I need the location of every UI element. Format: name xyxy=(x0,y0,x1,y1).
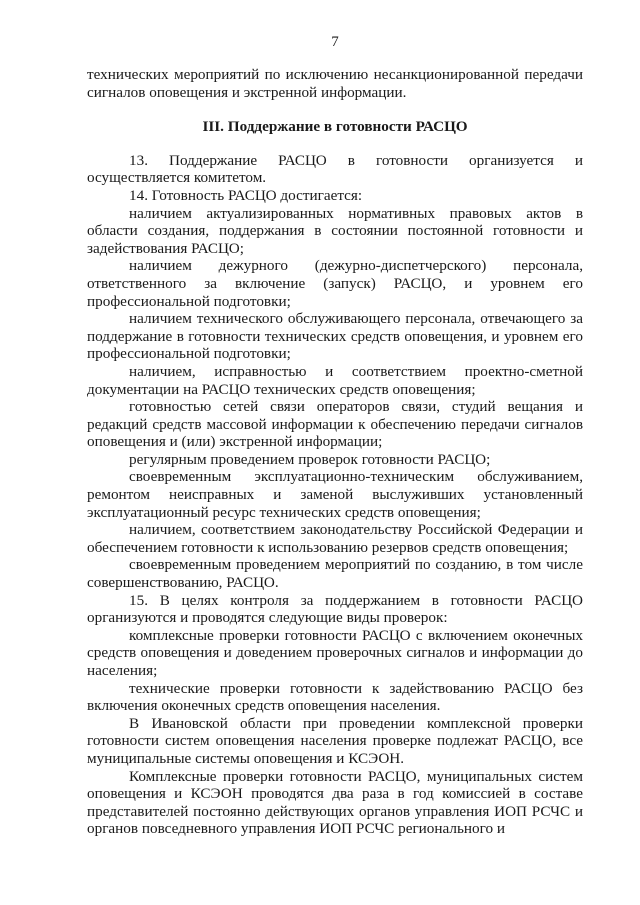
list-item: своевременным эксплуатационно-техническим обслуживанием, ремонтом неисправных и заменой выслуживших установленный эксплуатационный ресурс технических средств оповещения; xyxy=(87,468,583,521)
list-item: технические проверки готовности к задействованию РАСЦО без включения оконечных средств оповещения населения. xyxy=(87,679,583,715)
list-item: наличием технического обслуживающего персонала, отвечающего за поддержание в готовности технических средств оповещения, и уровнем его профессиональной подготовки; xyxy=(87,310,583,363)
body-paragraph: В Ивановской области при проведении комплексной проверки готовности систем оповещения населения проверке подлежат РАСЦО, все муниципальные системы оповещения и КСЭОН. xyxy=(87,714,583,767)
page-number: 7 xyxy=(331,34,339,50)
intro-paragraph: технических мероприятий по исключению несанкционированной передачи сигналов оповещения и экстренной информации. xyxy=(87,66,583,101)
list-item: наличием, соответствием законодательству Российской Федерации и обеспечением готовности к использованию резервов средств оповещения; xyxy=(87,521,583,556)
paragraph-14: 14. Готовность РАСЦО достигается: xyxy=(129,186,363,204)
list-item: готовностью сетей связи операторов связи, студий вещания и редакций средств массовой информации к обеспечению передачи сигналов оповещения и (или) экстренной информации; xyxy=(87,398,583,451)
paragraph-15: 15. В целях контроля за поддержанием в готовности РАСЦО организуются и проводятся следующие виды проверок: xyxy=(87,591,583,627)
list-item: наличием, исправностью и соответствием проектно-сметной документации на РАСЦО технических средств оповещения; xyxy=(87,362,583,398)
list-item: наличием дежурного (дежурно-диспетчерского) персонала, ответственного за включение (запуск) РАСЦО, и уровнем его профессиональной подготовки; xyxy=(87,257,583,310)
paragraph-13: 13. Поддержание РАСЦО в готовности организуется и осуществляется комитетом. xyxy=(87,151,583,187)
document-body xyxy=(87,66,583,838)
list-item: регулярным проведением проверок готовности РАСЦО; xyxy=(129,450,491,468)
list-item: своевременным проведением мероприятий по созданию, в том числе совершенствованию, РАСЦО. xyxy=(87,556,583,592)
body-paragraph: Комплексные проверки готовности РАСЦО, муниципальных систем оповещения и КСЭОН проводятся два раза в год комиссией в составе представителей постоянно действующих органов управления ИОП РСЧС и органов повседневного управления ИОП РСЧС регионального и xyxy=(87,767,583,838)
section-heading: III. Поддержание в готовности РАСЦО xyxy=(202,118,468,136)
list-item: комплексные проверки готовности РАСЦО с включением оконечных средств оповещения и доведением проверочных сигналов и информации до населения; xyxy=(87,626,583,679)
list-item: наличием актуализированных нормативных правовых актов в области создания, поддержания в состоянии постоянной готовности и задействования РАСЦО; xyxy=(87,204,583,257)
